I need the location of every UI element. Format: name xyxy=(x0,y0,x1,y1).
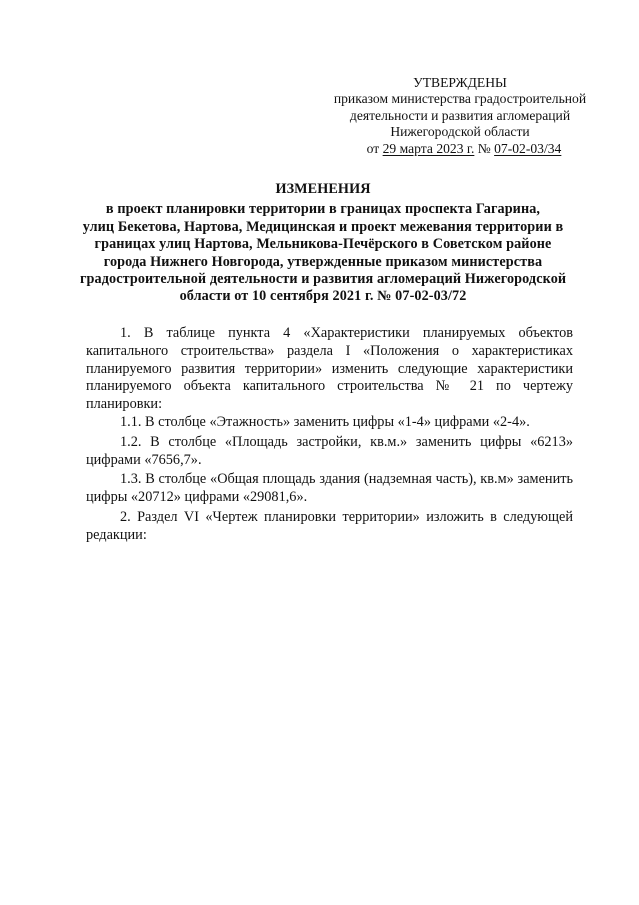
approval-line: деятельности и развития агломераций xyxy=(349,107,571,123)
paragraph-line: планируемого развития территории» изменить следующие характеристики xyxy=(86,360,573,377)
paragraph-line: планируемого объекта капитального строительства № 21 по чертежу xyxy=(86,378,573,395)
approval-line: Нижегородской области xyxy=(390,124,530,140)
paragraph-line: 1.3. В столбце «Общая площадь здания (надземная часть), кв.м» заменить xyxy=(120,471,573,488)
approval-date-line: от 29 марта 2023 г. № 07-02-03/34 xyxy=(366,140,562,156)
approval-heading: УТВЕРЖДЕНЫ xyxy=(413,75,507,90)
paragraph-line: редакции: xyxy=(86,526,147,543)
paragraph-line: капитального строительства» раздела I «Положения о характеристиках xyxy=(86,342,573,359)
paragraph-line: цифры «20712» цифрами «29081,6». xyxy=(86,489,308,506)
paragraph-1-1 xyxy=(86,414,573,432)
approval-stamp xyxy=(333,75,587,157)
title-line: города Нижнего Новгорода, утвержденные приказом министерства xyxy=(103,253,543,270)
paragraph-line: планировки: xyxy=(86,396,163,413)
title-line: градостроительной деятельности и развития агломераций Нижегородской xyxy=(80,271,567,288)
approval-number: 07-02-03/34 xyxy=(494,140,562,156)
document-body xyxy=(86,325,573,545)
paragraph-line: 1.2. В столбце «Площадь застройки, кв.м.» заменить цифры «6213» xyxy=(120,433,573,450)
paragraph-line: 1. В таблице пункта 4 «Характеристики планируемых объектов xyxy=(120,325,573,341)
title-line: границах улиц Нартова, Мельникова-Печёрского в Советском районе xyxy=(94,236,552,253)
title-heading: ИЗМЕНЕНИЯ xyxy=(275,181,371,197)
approval-date: 29 марта 2023 г. xyxy=(382,140,475,156)
document-title xyxy=(80,181,566,306)
paragraph-1-3 xyxy=(86,471,573,507)
paragraph-line: 1.1. В столбце «Этажность» заменить цифры «1-4» цифрами «2-4». xyxy=(120,413,530,430)
paragraph-1-2 xyxy=(86,434,573,470)
approval-line: приказом министерства градостроительной xyxy=(333,91,587,107)
title-line: улиц Бекетова, Нартова, Медицинская и проект межевания территории в xyxy=(82,218,564,235)
paragraph-line: цифрами «7656,7». xyxy=(86,451,202,468)
title-line: области от 10 сентября 2021 г. № 07-02-03/72 xyxy=(179,288,467,305)
title-line: в проект планировки территории в границах проспекта Гагарина, xyxy=(105,201,541,218)
paragraph-1 xyxy=(86,325,573,414)
paragraph-line: 2. Раздел VI «Чертеж планировки территории» изложить в следующей xyxy=(120,508,573,525)
paragraph-2 xyxy=(86,509,573,545)
